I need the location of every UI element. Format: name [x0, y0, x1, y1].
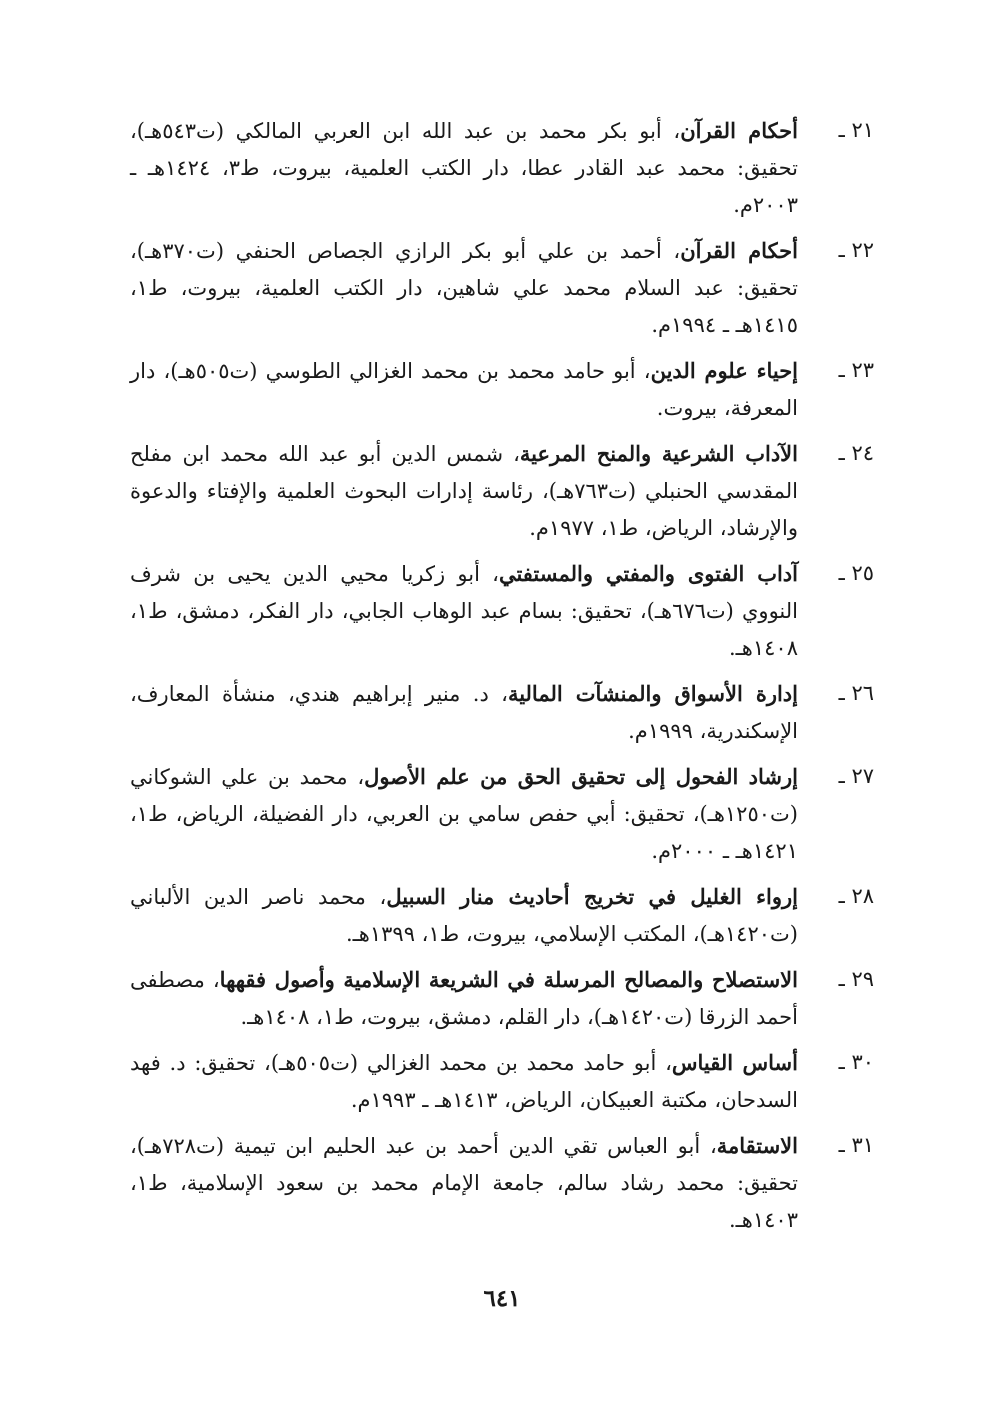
- entry-body: [130, 232, 798, 344]
- bibliography-entry: [130, 758, 874, 870]
- entry-body: [130, 555, 798, 667]
- entry-text: ، محمد بن علي الشوكاني (ت١٢٥٠هـ)، تحقيق: أبي حفص سامي بن العربي، دار الفضيلة، الرياض، ط١، ١٤٢١هـ ـ ٢٠٠٠م.: [130, 765, 798, 863]
- entry-number: ٢٩ ـ: [838, 967, 874, 991]
- entry-text: ، أبو بكر محمد بن عبد الله ابن العربي المالكي (ت٥٤٣هـ)، تحقيق: محمد عبد القادر عطا، دار الكتب العلمية، بيروت، ط٣، ١٤٢٤هـ ـ ٢٠٠٣م.: [130, 119, 798, 217]
- entry-number: ٣١ ـ: [838, 1133, 874, 1157]
- entry-number: ٢٨ ـ: [838, 884, 874, 908]
- entry-number: ٢٢ ـ: [838, 238, 874, 262]
- entry-body: [130, 961, 798, 1036]
- bibliography-entry: [130, 112, 874, 224]
- entry-number: ٣٠ ـ: [838, 1050, 874, 1074]
- bibliography-list: [130, 112, 874, 1247]
- bibliography-entry: [130, 961, 874, 1036]
- entry-title: إرواء الغليل في تخريج أحاديث منار السبيل: [386, 884, 798, 909]
- entry-title: إحياء علوم الدين: [650, 358, 799, 383]
- entry-title: الاستقامة: [716, 1133, 798, 1158]
- bibliography-entry: [130, 555, 874, 667]
- entry-number: ٢٦ ـ: [838, 681, 874, 705]
- entry-title: أحكام القرآن: [680, 238, 798, 263]
- entry-number: ٢١ ـ: [838, 118, 874, 142]
- bibliography-entry: [130, 1127, 874, 1239]
- entry-title: إدارة الأسواق والمنشآت المالية: [507, 681, 798, 706]
- bibliography-entry: [130, 878, 874, 953]
- entry-title: الآداب الشرعية والمنح المرعية: [519, 441, 798, 466]
- bibliography-entry: [130, 352, 874, 427]
- bibliography-entry: [130, 1044, 874, 1119]
- entry-text: ، شمس الدين أبو عبد الله محمد ابن مفلح المقدسي الحنبلي (ت٧٦٣هـ)، رئاسة إدارات البحوث العلمية والإفتاء والدعوة والإرشاد، الرياض، ط١، ١٩٧٧م.: [130, 442, 798, 540]
- entry-text: ، د. منير إبراهيم هندي، منشأة المعارف، الإسكندرية، ١٩٩٩م.: [130, 682, 798, 743]
- bibliography-entry: [130, 435, 874, 547]
- entry-text: ، أبو حامد محمد بن محمد الغزالي الطوسي (ت٥٠٥هـ)، دار المعرفة، بيروت.: [130, 359, 798, 420]
- entry-body: [130, 1127, 798, 1239]
- entry-body: [130, 1044, 798, 1119]
- entry-text: ، أحمد بن علي أبو بكر الرازي الجصاص الحنفي (ت٣٧٠هـ)، تحقيق: عبد السلام محمد علي شاهين، دار الكتب العلمية، بيروت، ط١، ١٤١٥هـ ـ ١٩٩٤م.: [130, 239, 798, 337]
- entry-body: [130, 352, 798, 427]
- entry-body: [130, 675, 798, 750]
- entry-text: ، أبو العباس تقي الدين أحمد بن عبد الحليم ابن تيمية (ت٧٢٨هـ)، تحقيق: محمد رشاد سالم، جامعة الإمام محمد بن سعود الإسلامية، ط١، ١٤٠٣هـ.: [130, 1134, 798, 1232]
- entry-number: ٢٧ ـ: [838, 764, 874, 788]
- page-number: ٦٤١: [483, 1285, 521, 1312]
- entry-title: آداب الفتوى والمفتي والمستفتي: [498, 561, 798, 586]
- bibliography-entry: [130, 232, 874, 344]
- entry-body: [130, 878, 798, 953]
- entry-title: الاستصلاح والمصالح المرسلة في الشريعة الإسلامية وأصول فقهها: [219, 967, 798, 992]
- entry-body: [130, 112, 798, 224]
- entry-text: ، مصطفى أحمد الزرقا (ت١٤٢٠هـ)، دار القلم، دمشق، بيروت، ط١، ١٤٠٨هـ.: [130, 968, 798, 1029]
- entry-text: ، أبو زكريا محيي الدين يحيى بن شرف النووي (ت٦٧٦هـ)، تحقيق: بسام عبد الوهاب الجابي، دار الفكر، دمشق، ط١، ١٤٠٨هـ.: [130, 562, 798, 660]
- entry-body: [130, 758, 798, 870]
- entry-title: أحكام القرآن: [680, 118, 798, 143]
- entry-body: [130, 435, 798, 547]
- entry-text: ، محمد ناصر الدين الألباني (ت١٤٢٠هـ)، المكتب الإسلامي، بيروت، ط١، ١٣٩٩هـ.: [130, 885, 798, 946]
- bibliography-entry: [130, 675, 874, 750]
- entry-title: أساس القياس: [671, 1050, 798, 1075]
- entry-title: إرشاد الفحول إلى تحقيق الحق من علم الأصول: [364, 764, 799, 789]
- entry-number: ٢٥ ـ: [838, 561, 874, 585]
- entry-number: ٢٤ ـ: [838, 441, 874, 465]
- entry-text: ، أبو حامد محمد بن محمد الغزالي (ت٥٠٥هـ)، تحقيق: د. فهد السدحان، مكتبة العبيكان، الرياض، ١٤١٣هـ ـ ١٩٩٣م.: [130, 1051, 798, 1112]
- entry-number: ٢٣ ـ: [838, 358, 874, 382]
